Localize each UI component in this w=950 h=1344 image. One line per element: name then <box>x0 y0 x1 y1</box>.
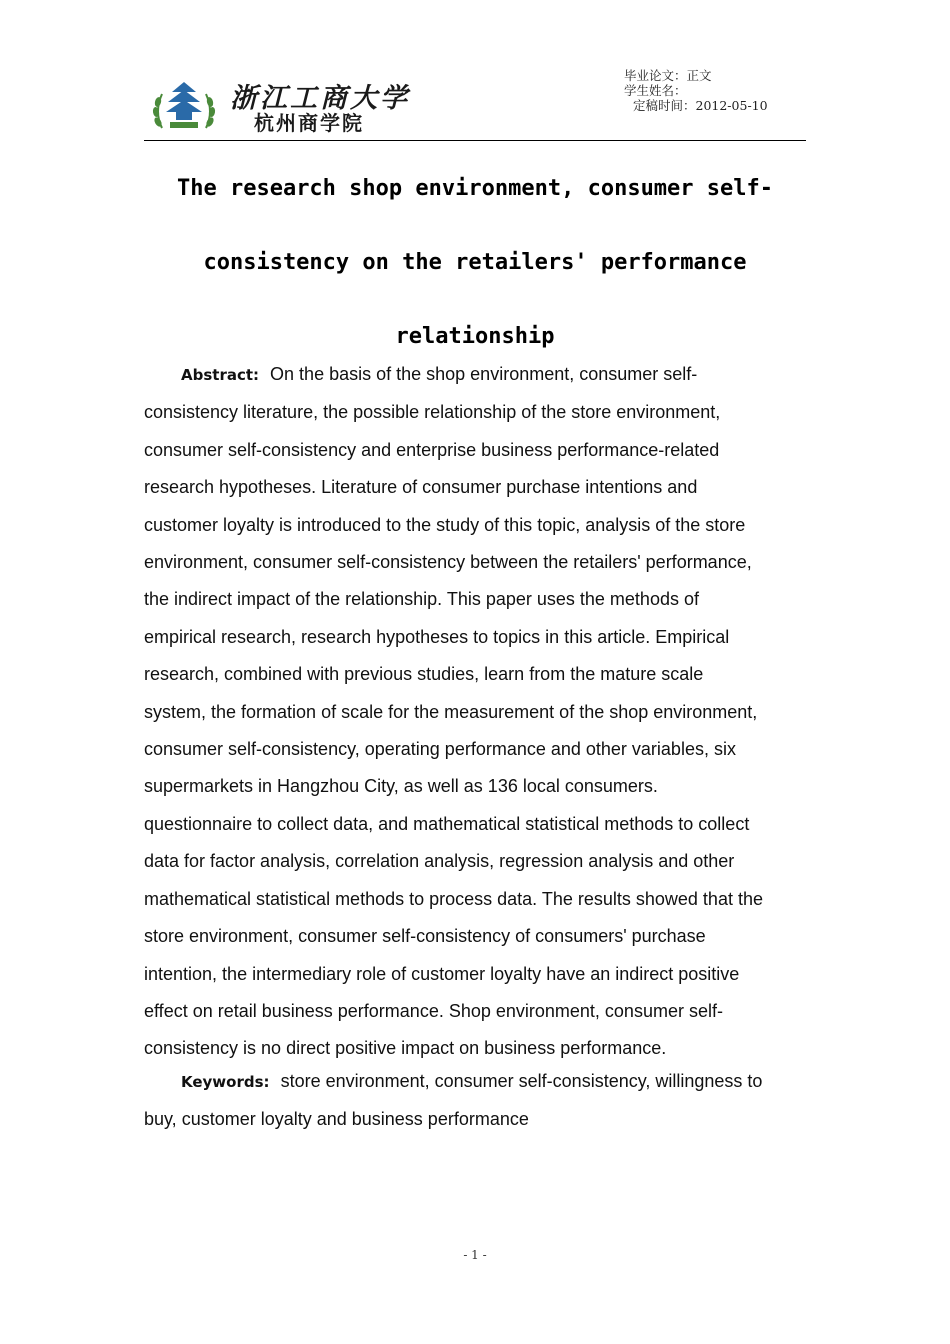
abstract-line: environment, consumer self-consistency between the retailers' performance, <box>144 552 752 573</box>
abstract-line: consumer self-consistency, operating performance and other variables, six <box>144 739 736 760</box>
abstract-line: consistency is no direct positive impact on business performance. <box>144 1038 667 1059</box>
university-name: 浙江工商大学 <box>230 83 410 114</box>
university-emblem-icon <box>152 78 216 136</box>
title-line: consistency on the retailers' performance <box>203 250 747 275</box>
abstract-line: consumer self-consistency and enterprise business performance-related <box>144 439 720 460</box>
abstract-line: store environment, consumer self-consistency of consumers' purchase <box>144 926 706 947</box>
header-divider <box>144 140 806 141</box>
keywords-label: Keywords: <box>181 1073 270 1091</box>
abstract-line: intention, the intermediary role of customer loyalty have an indirect positive <box>144 963 740 984</box>
title-line: relationship <box>395 324 555 349</box>
keywords-line <box>144 1063 806 1101</box>
abstract-line: effect on retail business performance. Shop environment, consumer self- <box>144 1000 723 1021</box>
college-name: 杭州商学院 <box>254 111 364 135</box>
keywords-text: store environment, consumer self-consistency, willingness to <box>280 1071 763 1091</box>
page-number: - 1 - <box>463 1248 487 1262</box>
title-line: The research shop environment, consumer self- <box>176 176 774 201</box>
abstract-line: research hypotheses. Literature of consumer purchase intentions and <box>144 477 698 498</box>
abstract-line: mathematical statistical methods to process data. The results showed that the <box>144 888 763 909</box>
abstract-line: empirical research, research hypotheses to topics in this article. Empirical <box>144 626 730 647</box>
abstract-line: research, combined with previous studies, learn from the mature scale <box>144 664 704 685</box>
abstract-label: Abstract: <box>181 366 260 384</box>
thesis-type: 毕业论文：正文 <box>624 68 712 83</box>
abstract-line: system, the formation of scale for the measurement of the shop environment, <box>144 701 758 722</box>
abstract-line: customer loyalty is introduced to the study of this topic, analysis of the store <box>144 514 746 535</box>
keywords <box>144 1063 806 1139</box>
paper-title <box>144 152 806 374</box>
abstract-line: supermarkets in Hangzhou City, as well as 136 local consumers. <box>144 776 658 797</box>
student-name-label: 学生姓名： <box>624 83 687 98</box>
abstract-text: On the basis of the shop environment, consumer self- <box>270 364 698 384</box>
abstract <box>144 356 806 1068</box>
abstract-line: the indirect impact of the relationship. This paper uses the methods of <box>144 589 699 610</box>
keywords-line: buy, customer loyalty and business performance <box>144 1109 529 1130</box>
abstract-line: data for factor analysis, correlation analysis, regression analysis and other <box>144 851 735 872</box>
university-logo <box>152 74 412 134</box>
document-meta <box>624 68 768 113</box>
abstract-line <box>144 356 806 394</box>
abstract-line: consistency literature, the possible relationship of the store environment, <box>144 402 721 423</box>
final-date: 定稿时间：2012-05-10 <box>633 98 768 113</box>
abstract-line: questionnaire to collect data, and mathematical statistical methods to collect <box>144 813 750 834</box>
